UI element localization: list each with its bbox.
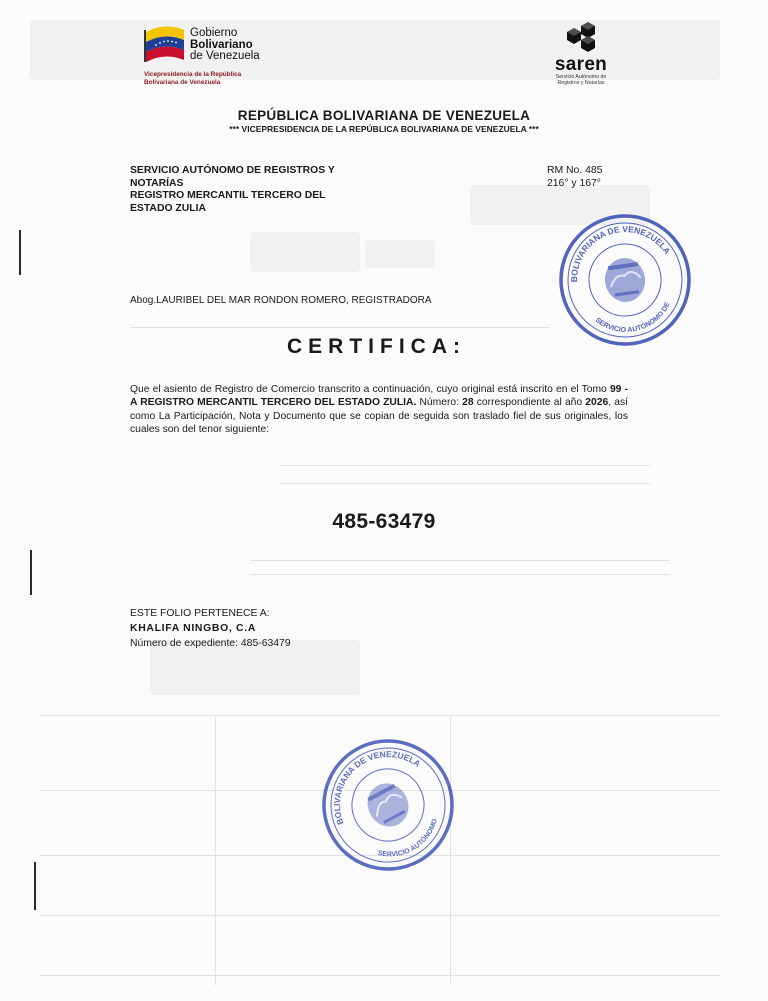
paragraph-text-3: correspondiente al año [473, 397, 586, 409]
certification-paragraph [130, 383, 628, 437]
certifica-heading: CERTIFICA: [287, 335, 466, 358]
office-block [130, 165, 335, 215]
vicepresidencia-line1: Vicepresidencia de la República [144, 71, 242, 78]
seal1-bottom-text: SERVICIO AUTÓNOMO DE [593, 301, 672, 335]
vicepresidencia-caption [144, 71, 241, 87]
paragraph-text-1: Que el asiento de Registro de Comercio transcrito a continuación, cuyo original está inscrito en el Tomo [130, 384, 610, 395]
bleed-through-line [130, 327, 550, 328]
office-line4: ESTADO ZULIA [130, 202, 207, 214]
rm-number: RM No. 485 [547, 165, 603, 176]
paragraph-anio: 2026 [585, 397, 609, 409]
saren-cubes-icon [563, 22, 599, 56]
paragraph-numero: 28 [462, 397, 474, 409]
folio-expediente: Número de expediente: 485-63479 [130, 638, 291, 649]
bleed-through-line [40, 915, 720, 916]
gobierno-line3: de Venezuela [190, 50, 260, 62]
margin-mark [30, 550, 32, 595]
paragraph-text-4: , así como La Participación, Nota y Documento que se copian de seguida son traslado fiel de sus originales, los cuales son del tenor siguiente: [130, 397, 628, 436]
bleed-through-line [40, 975, 720, 976]
bleed-through-line [250, 574, 670, 575]
bleed-through-line [250, 560, 670, 561]
paragraph-tomo: 99 - A REGISTRO MERCANTIL TERCERO DEL ESTADO ZULIA. [130, 384, 628, 409]
office-line2: NOTARÍAS [130, 177, 184, 189]
registration-number: 485-63479 [332, 510, 436, 533]
folio-label: ESTE FOLIO PERTENECE A: [130, 608, 270, 619]
vicepresidencia-line: *** VICEPRESIDENCIA DE LA REPÚBLICA BOLIVARIANA DE VENEZUELA *** [229, 124, 539, 134]
gobierno-bolivariano-logo [144, 24, 269, 94]
official-seal-stamp [555, 210, 695, 350]
bleed-through-block [250, 232, 360, 272]
seal1-top-text: BOLIVARIANA DE VENEZUELA [568, 223, 673, 283]
folio-company: KHALIFA NINGBO, C.A [130, 623, 257, 634]
registrar-name: Abog.LAURIBEL DEL MAR RONDON ROMERO, REGISTRADORA [130, 295, 432, 306]
official-seal-stamp-bottom [318, 735, 458, 875]
gobierno-line2: Bolivariano [190, 38, 253, 51]
vicepresidencia-line2: Bolivariana de Venezuela [144, 79, 221, 86]
rm-years: 216° y 167° [547, 177, 601, 189]
venezuela-flag-icon [144, 24, 186, 62]
margin-mark [19, 230, 21, 275]
saren-wordmark: saren [554, 54, 608, 75]
folio-block [130, 606, 291, 651]
saren-subtitle-line1: Servicio Autónomo de [555, 74, 607, 80]
bleed-through-line [280, 483, 650, 484]
saren-subtitle-line2: Registros y Notarías [557, 80, 605, 86]
gobierno-line1: Gobierno [190, 27, 238, 39]
bleed-through-block [365, 240, 435, 268]
bleed-through-line [215, 715, 216, 985]
bleed-through-line [40, 715, 720, 716]
office-line1: SERVICIO AUTÓNOMO DE REGISTROS Y [130, 165, 335, 176]
seal2-bottom-text: SERVICIO AUTÓNOMO [377, 818, 439, 859]
saren-logo [546, 22, 616, 92]
margin-mark [34, 862, 36, 910]
paragraph-text-2: Número: [416, 397, 463, 409]
republic-title: REPÚBLICA BOLIVARIANA DE VENEZUELA [237, 108, 531, 123]
seal2-top-text: BOLIVARIANA DE VENEZUELA [331, 748, 423, 827]
gobierno-name [190, 28, 260, 63]
bleed-through-banner [30, 20, 720, 80]
bleed-through-line [280, 465, 650, 466]
rm-block [547, 165, 602, 190]
office-line3: REGISTRO MERCANTIL TERCERO DEL [130, 190, 326, 202]
